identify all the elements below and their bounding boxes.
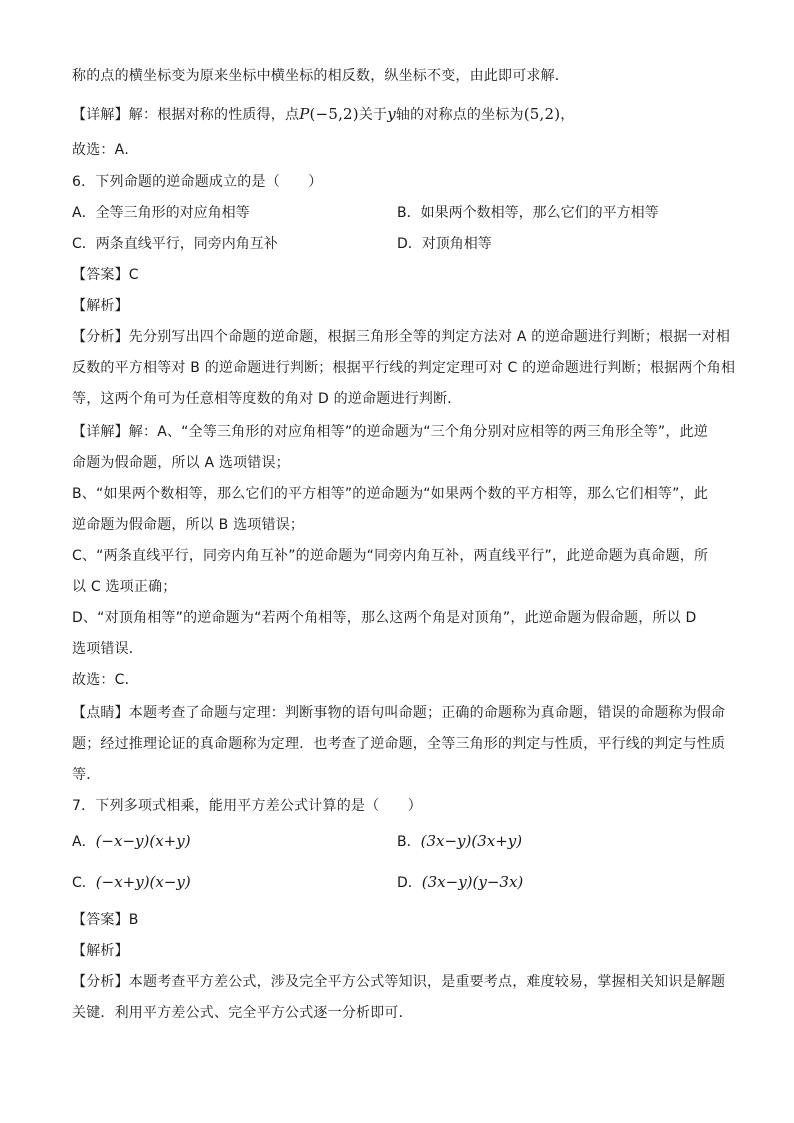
result-coordinate: (5,2) [523,105,561,123]
q6-detail-line: C、“两条直线平行，同旁内角互补”的逆命题为“同旁内角互补，两直线平行”，此逆命题为真命题，所 [72,548,709,564]
q7-option-c [72,872,191,893]
q6-option-b: B．如果两个数相等，那么它们的平方相等 [397,205,659,221]
q6-detail-line: D、“对顶角相等”的逆命题为“若两个角相等，那么这两个角是对顶角”，此逆命题为假命题，所以 D [72,610,697,626]
q7-analysis-heading: 【解析】 [72,943,129,959]
option-expression: (−x+y)(x−y) [95,873,191,891]
option-expression: (−x−y)(x+y) [95,832,191,850]
q7-analysis-line: 【分析】本题考查平方差公式，涉及完全平方公式等知识，是重要考点，难度较易，掌握相关知识是解题 [72,974,726,990]
text-segment: 轴的对称点的坐标为 [395,107,524,123]
q6-detail-line: 命题为假命题，所以 A 选项错误； [72,455,290,471]
q6-comment-line: 题；经过推理论证的真命题称为定理．也考查了逆命题，全等三角形的判定与性质，平行线的判定与性质 [72,736,726,752]
option-label: A． [72,834,96,850]
q6-choice: 故选：C． [72,672,139,688]
q6-detail-line: 以 C 选项正确； [72,579,177,595]
q6-comment-line: 【点睛】本题考查了命题与定理：判断事物的语句叫命题；正确的命题称为真命题，错误的命题称为假命 [72,705,726,721]
text-segment: ， [560,107,575,123]
question-7-title: 7．下列多项式相乘，能用平方差公式计算的是（ ） [72,798,422,814]
option-label: B． [397,834,421,850]
q6-analysis-line: 反数的平方相等对 B 的逆命题进行判断；根据平行线的判定定理可对 C 的逆命题进行判断；根据两个角相 [72,360,736,376]
q6-option-a: A．全等三角形的对应角相等 [72,205,250,221]
q6-answer: 【答案】C [72,267,139,283]
detail-line [72,104,724,125]
q7-option-a [72,831,191,852]
text-line: 称的点的横坐标变为原来坐标中横坐标的相反数，纵坐标不变，由此即可求解． [72,68,569,84]
q7-option-b [397,831,522,852]
q6-comment-line: 等． [72,767,101,783]
option-expression: (3x−y)(3x+y) [420,832,523,850]
axis-symbol: y [387,105,396,123]
q6-detail-line: 【详解】解：A、“全等三角形的对应角相等”的逆命题为“三个角分别对应相等的两三角形全等”，此逆 [72,424,708,440]
q6-detail-line: 选项错误． [72,641,143,657]
point-coordinate: (−5,2) [309,105,359,123]
answer-choice-line: 故选：A． [72,142,139,158]
q7-answer: 【答案】B [72,912,139,928]
q7-option-d [397,872,523,893]
q6-option-d: D．对顶角相等 [397,236,492,252]
q6-analysis-line: 【分析】先分别写出四个命题的逆命题，根据三角形全等的判定方法对 A 的逆命题进行判断；根据一对相 [72,329,731,345]
q6-detail-line: 逆命题为假命题，所以 B 选项错误； [72,517,305,533]
question-6-title: 6．下列命题的逆命题成立的是（ ） [72,174,323,190]
q6-option-c: C．两条直线平行，同旁内角互补 [72,236,278,252]
option-label: D． [397,875,422,891]
option-expression: (3x−y)(y−3x) [421,873,524,891]
q6-analysis-line: 等，这两个角可为任意相等度数的角对 D 的逆命题进行判断． [72,391,462,407]
q6-detail-line: B、“如果两个数相等，那么它们的平方相等”的逆命题为“如果两个数的平方相等，那么它们相等”，此 [72,486,709,502]
detail-label: 【详解】解：根据对称的性质得，点 [72,107,300,123]
q6-analysis-heading: 【解析】 [72,298,129,314]
point-symbol: P [299,105,310,123]
q7-analysis-line: 关键．利用平方差公式、完全平方公式逐一分析即可． [72,1005,413,1021]
text-segment: 关于 [358,107,388,123]
option-label: C． [72,875,96,891]
